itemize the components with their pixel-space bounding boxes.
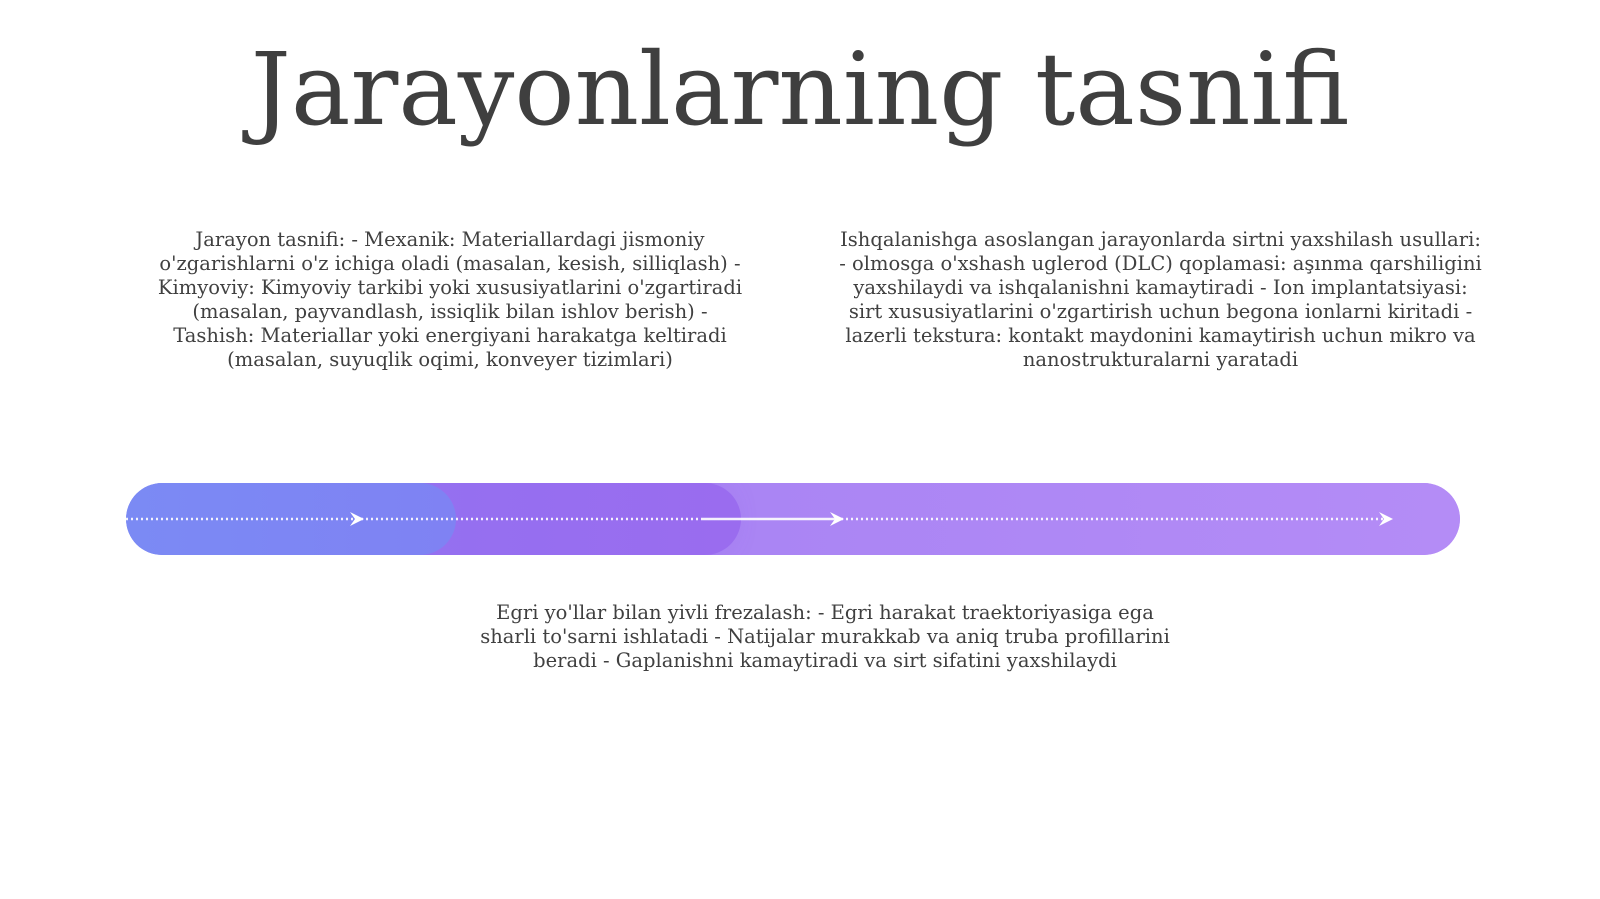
surface-improvement-text: Ishqalanishga asoslangan jarayonlarda sirtni yaxshilash usullari: - olmosga o'xshash uglerod (DLC) qoplamasi: aşınma qarshiligini yaxshilaydi va ishqalanishni kamaytiradi - Ion implantatsiyasi: sirt xususiyatlarini o'zgartirish uchun begona ionlarni kiritadi - lazerli tekstura: kontakt maydonini kamaytirish uchun mikro va nanostrukturalarni yaratadi: [839, 228, 1482, 371]
timeline-arrows: [126, 483, 1460, 555]
process-timeline: [126, 483, 1460, 555]
groove-milling-text: Egri yo'llar bilan yivli frezalash: - Egri harakat traektoriyasiga ega sharli to'sarni ishlatadi - Natijalar murakkab va aniq truba profillarini beradi - Gaplanishni kamaytiradi va sirt sifatini yaxshilaydi: [480, 601, 1170, 672]
page-title: Jarayonlarning tasnifi: [250, 31, 1350, 148]
process-classification-text: Jarayon tasnifi: - Mexanik: Materiallardagi jismoniy o'zgarishlarni o'z ichiga oladi (masalan, kesish, silliqlash) - Kimyoviy: Kimyoviy tarkibi yoki xususiyatlarini o'zgartiradi (masalan, payvandlash, issiqlik bilan ishlov berish) - Tashish: Materiallar yoki energiyani harakatga keltiradi (masalan, suyuqlik oqimi, konveyer tizimlari): [157, 228, 743, 371]
